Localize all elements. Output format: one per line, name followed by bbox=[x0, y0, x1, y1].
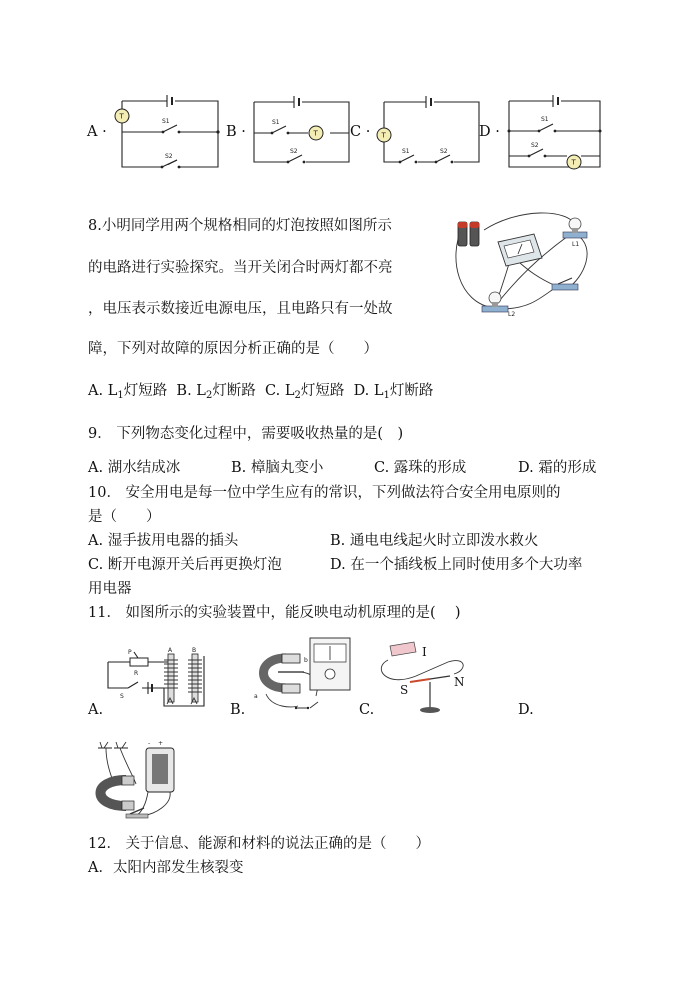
svg-text:S2: S2 bbox=[531, 142, 539, 149]
svg-text:A: A bbox=[168, 647, 173, 654]
svg-text:L1: L1 bbox=[572, 241, 580, 248]
q11-option-c: C. bbox=[359, 702, 375, 718]
q12-stem: 12． 关于信息、能源和材料的说法正确的是（ ） bbox=[88, 836, 431, 852]
q10-option-a: A. 湿手拔用电器的插头 bbox=[88, 533, 239, 549]
svg-text:T: T bbox=[119, 112, 124, 121]
q10-stem-line1: 10． 安全用电是每一位中学生应有的常识，下列做法符合安全用电原则的 bbox=[88, 485, 561, 501]
q7-circuit-d bbox=[503, 92, 613, 172]
q11-figure-a bbox=[104, 646, 212, 712]
svg-text:I: I bbox=[422, 645, 427, 659]
q7-option-d-label: D · bbox=[479, 124, 500, 140]
svg-text:T: T bbox=[571, 158, 576, 167]
q10-option-b: B. 通电电线起火时立即泼水救火 bbox=[330, 533, 539, 549]
svg-text:a: a bbox=[254, 693, 258, 700]
svg-text:S2: S2 bbox=[290, 148, 298, 155]
svg-text:S2: S2 bbox=[165, 153, 173, 160]
q10-option-d-continued: 用电器 bbox=[88, 581, 132, 597]
q7-circuit-a bbox=[105, 92, 225, 172]
q7-circuit-b bbox=[250, 96, 360, 168]
q7-option-a-label: A · bbox=[87, 124, 107, 140]
svg-text:S1: S1 bbox=[272, 119, 280, 126]
svg-text:S1: S1 bbox=[162, 118, 170, 125]
svg-text:S2: S2 bbox=[440, 148, 448, 155]
q11-option-d: D. bbox=[518, 702, 534, 718]
q11-stem: 11． 如图所示的实验装置中，能反映电动机原理的是( ) bbox=[88, 605, 461, 621]
q11-figure-b bbox=[252, 636, 354, 716]
svg-text:P: P bbox=[128, 649, 132, 656]
q9-stem: 9． 下列物态变化过程中，需要吸收热量的是( ) bbox=[88, 426, 404, 442]
q10-option-c: C. 断开电源开关后再更换灯泡 bbox=[88, 557, 282, 573]
q9-option-a: A. 湖水结成冰 bbox=[88, 460, 181, 476]
svg-text:S: S bbox=[400, 683, 409, 697]
q7-option-b-label: B · bbox=[226, 124, 246, 140]
svg-text:b: b bbox=[304, 657, 308, 664]
q8-option-c: C. $L_2$灯短路 bbox=[265, 383, 345, 401]
svg-text:T: T bbox=[381, 131, 386, 140]
svg-text:S1: S1 bbox=[402, 148, 410, 155]
q9-option-c: C. 露珠的形成 bbox=[374, 460, 467, 476]
q9-option-b: B. 樟脑丸变小 bbox=[231, 460, 324, 476]
q11-option-b: B. bbox=[230, 702, 246, 718]
q8-stem-line4: 障，下列对故障的原因分析正确的是（ ） bbox=[88, 341, 378, 357]
q8-stem-line3: ，电压表示数接近电源电压，且电路只有一处故 bbox=[88, 301, 393, 317]
svg-text:+: + bbox=[158, 740, 164, 747]
svg-text:B: B bbox=[192, 647, 197, 654]
q7-option-c-label: C · bbox=[350, 124, 371, 140]
q8-circuit-figure bbox=[448, 208, 598, 323]
q8-stem-line2: 的电路进行实验探究。当开关闭合时两灯都不亮 bbox=[88, 260, 393, 276]
svg-text:T: T bbox=[313, 129, 318, 138]
q10-stem-line2: 是（ ） bbox=[88, 509, 161, 525]
q7-circuit-c bbox=[374, 96, 484, 168]
q8-options bbox=[88, 384, 433, 401]
q11-figure-c bbox=[376, 638, 476, 716]
q11-figure-d bbox=[86, 734, 196, 820]
q8-option-d: D. $L_1$灯断路 bbox=[353, 383, 434, 401]
svg-text:R: R bbox=[134, 670, 139, 677]
svg-text:N: N bbox=[454, 675, 465, 689]
q8-option-a: A. $L_1$灯短路 bbox=[88, 383, 168, 401]
q8-stem-line1: 8.小明同学用两个规格相同的灯泡按照如图所示 bbox=[88, 218, 392, 234]
svg-text:S: S bbox=[120, 693, 124, 700]
q9-option-d: D. 霜的形成 bbox=[518, 460, 597, 476]
svg-text:L2: L2 bbox=[508, 311, 516, 318]
svg-text:S1: S1 bbox=[541, 116, 549, 123]
q8-option-b: B. $L_2$灯断路 bbox=[176, 383, 256, 401]
q10-option-d: D. 在一个插线板上同时使用多个大功率 bbox=[330, 557, 583, 573]
svg-text:-: - bbox=[148, 740, 151, 747]
q11-option-a: A. bbox=[88, 702, 104, 718]
q12-option-a: A．太阳内部发生核裂变 bbox=[88, 860, 244, 876]
